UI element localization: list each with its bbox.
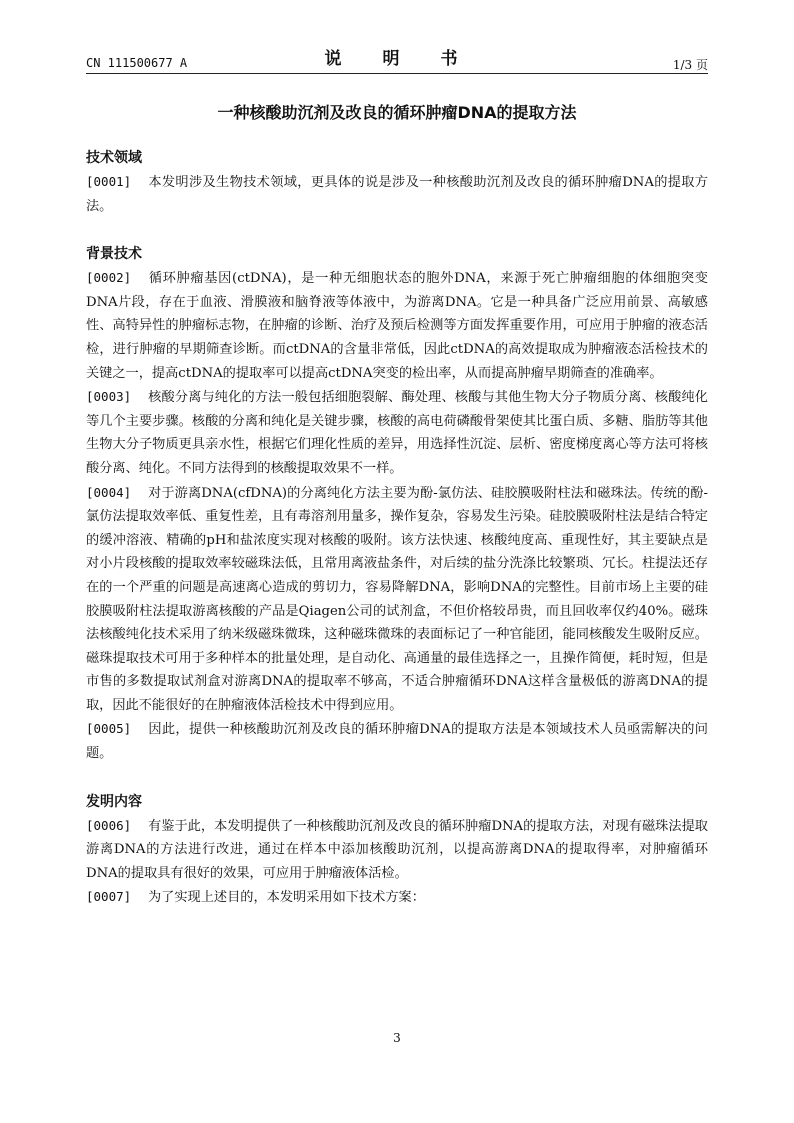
section-background xyxy=(86,242,708,765)
section-technical-field xyxy=(86,146,708,218)
paragraph-text: 因此，提供一种核酸助沉剂及改良的循环肿瘤DNA的提取方法是本领域技术人员亟需解决的问题。 xyxy=(86,722,708,762)
paragraph xyxy=(86,481,708,718)
section-heading: 背景技术 xyxy=(86,246,142,263)
paragraph-text: 有鉴于此，本发明提供了一种核酸助沉剂及改良的循环肿瘤DNA的提取方法，对现有磁珠法提取游离DNA的方法进行改进，通过在样本中添加核酸助沉剂，以提高游离DNA的提取得率，对肿瘤循环DNA的提取具有很好的效果，可应用于肿瘤液体活检。 xyxy=(86,818,708,881)
header-rule xyxy=(86,73,708,74)
paragraph xyxy=(86,717,708,765)
paragraph xyxy=(86,385,708,480)
paragraph-number: [0003] xyxy=(86,389,132,405)
paragraph-number: [0004] xyxy=(86,484,132,500)
section-summary xyxy=(86,790,708,910)
document-type-title: 说 明 书 xyxy=(324,49,470,69)
paragraph-number: [0002] xyxy=(86,270,132,286)
paragraph-number: [0006] xyxy=(86,817,132,833)
paragraph xyxy=(86,266,708,385)
page-header xyxy=(86,44,708,74)
patent-title: 一种核酸助沉剂及改良的循环肿瘤DNA的提取方法 xyxy=(217,103,577,122)
page-number: 3 xyxy=(393,1031,401,1045)
paragraph-text: 核酸分离与纯化的方法一般包括细胞裂解、酶处理、核酸与其他生物大分子物质分离、核酸纯化等几个主要步骤。核酸的分离和纯化是关键步骤，核酸的高电荷磷酸骨架使其比蛋白质、多糖、脂肪等其他生物大分子物质更具亲水性，根据它们理化性质的差异，用选择性沉淀、层析、密度梯度离心等方法可将核酸分离、纯化。不同方法得到的核酸提取效果不一样。 xyxy=(86,390,708,476)
paragraph-number: [0005] xyxy=(86,721,132,737)
page-of-indicator: 1/3 页 xyxy=(672,58,708,72)
paragraph-text: 本发明涉及生物技术领域，更具体的说是涉及一种核酸助沉剂及改良的循环肿瘤DNA的提取方法。 xyxy=(86,175,708,214)
paragraph-text: 循环肿瘤基因(ctDNA)，是一种无细胞状态的胞外DNA，来源于死亡肿瘤细胞的体细胞突变DNA片段，存在于血液、滑膜液和脑脊液等体液中，为游离DNA。它是一种具备广泛应用前景、高敏感性、高特异性的肿瘤标志物，在肿瘤的诊断、治疗及预后检测等方面发挥重要作用，可应用于肿瘤的液态活检，进行肿瘤的早期筛查诊断。而ctDNA的含量非常低，因此ctDNA的高效提取成为肿瘤液态活检技术的关键之一，提高ctDNA的提取率可以提高ctDNA突变的检出率，从而提高肿瘤早期筛查的准确率。 xyxy=(86,271,708,381)
paragraph xyxy=(86,170,708,218)
section-heading: 技术领域 xyxy=(86,150,142,166)
paragraph xyxy=(86,814,708,886)
section-heading: 发明内容 xyxy=(86,793,142,810)
paragraph xyxy=(86,885,708,910)
publication-number: CN 111500677 A xyxy=(86,56,188,70)
document-body xyxy=(86,146,708,910)
paragraph-text: 对于游离DNA(cfDNA)的分离纯化方法主要为酚-氯仿法、硅胶膜吸附柱法和磁珠法。传统的酚-氯仿法提取效率低、重复性差，且有毒溶剂用量多，操作复杂，容易发生污染。硅胶膜吸附柱法是结合特定的缓冲溶液、精确的pH和盐浓度实现对核酸的吸附。该方法快速、核酸纯度高、重现性好，其主要缺点是对小片段核酸的提取效率较磁珠法低，且常用离液盐条件，对后续的盐分洗涤比较繁琐、冗长。柱提法还存在的一个严重的问题是高速离心造成的剪切力，容易降解DNA，影响DNA的完整性。目前市场上主要的硅胶膜吸附柱法提取游离核酸的产品是Qiagen公司的试剂盒，不但价格较昂贵，而且回收率仅约40%。磁珠法核酸纯化技术采用了纳米级磁珠微珠，这种磁珠微珠的表面标记了一种官能团，能同核酸发生吸附反应。磁珠提取技术可用于多种样本的批量处理，是自动化、高通量的最佳选择之一，且操作简便，耗时短，但是市售的多数提取试剂盒对游离DNA的提取率不够高，不适合肿瘤循环DNA这样含量极低的游离DNA的提取，因此不能很好的在肿瘤液体活检技术中得到应用。 xyxy=(86,485,708,713)
paragraph-text: 为了实现上述目的，本发明采用如下技术方案： xyxy=(148,890,425,906)
paragraph-number: [0001] xyxy=(86,174,132,189)
paragraph-number: [0007] xyxy=(86,889,132,905)
